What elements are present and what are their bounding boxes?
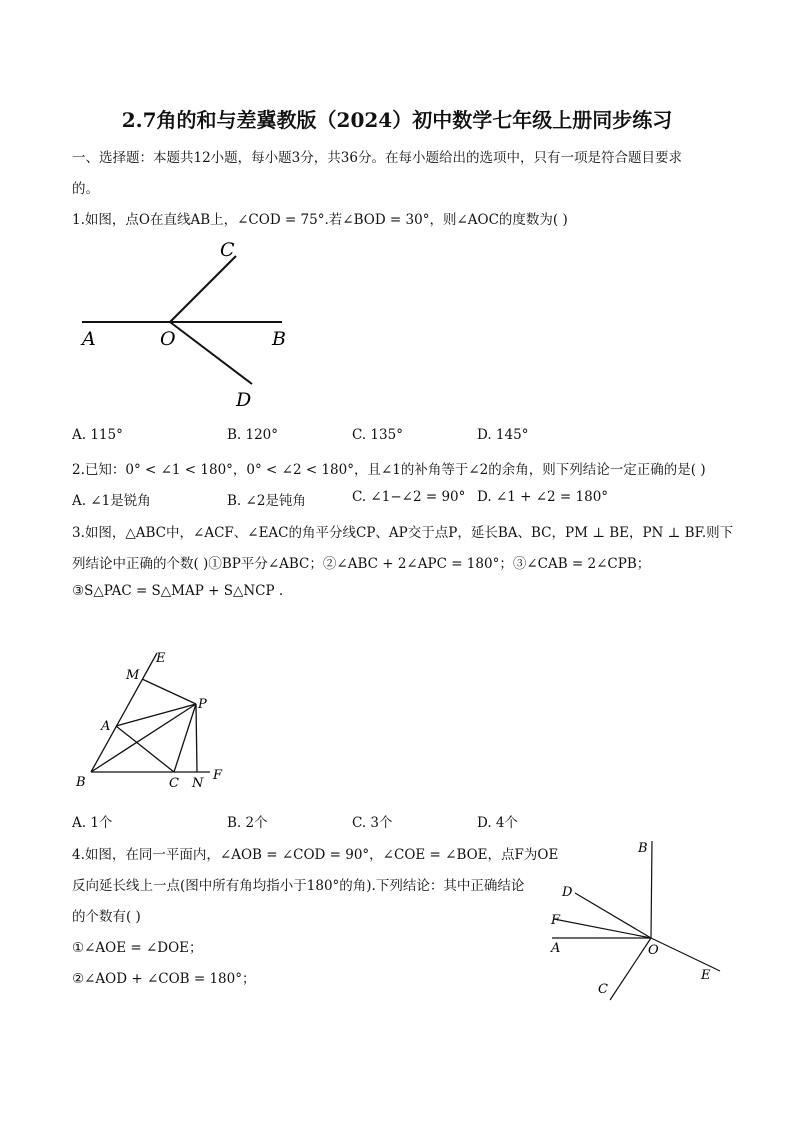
section-instructions-cont: 的。 [72, 181, 99, 197]
point-e-label: E [701, 968, 711, 983]
q2-option-b[interactable]: B. ∠2是钝角 [227, 493, 306, 509]
q1-option-d[interactable]: D. 145° [477, 427, 529, 443]
q3-option-d[interactable]: D. 4个 [477, 815, 519, 831]
point-c-label: C [169, 776, 179, 791]
q3-text: 3.如图，△ABC中，∠ACF、∠EAC的角平分线CP、AP交于点P，延长BA、BC，PM ⊥ BE，PN ⊥ BF.则下 [72, 525, 734, 541]
q3-text-cont2: ③S△PAC = S△MAP + S△NCP . [72, 583, 284, 599]
q2-option-c[interactable]: C. ∠1−∠2 = 90° [352, 489, 466, 505]
point-e-label: E [156, 651, 166, 666]
q4-statement-2: ②∠AOD + ∠COB = 180°； [72, 971, 256, 987]
point-b-label: B [638, 841, 648, 856]
q3-text-cont: 列结论中正确的个数( )①BP平分∠ABC；②∠ABC + 2∠APC = 180°；③∠CAB = 2∠CPB； [72, 556, 651, 572]
q3-figure [70, 645, 230, 795]
q2-option-a[interactable]: A. ∠1是锐角 [72, 493, 151, 509]
q4-text-cont: 反向延长线上一点(图中所有角均指小于180°的角).下列结论：其中正确结论 [72, 878, 525, 894]
q1-option-a[interactable]: A. 115° [72, 427, 123, 443]
q3-option-a[interactable]: A. 1个 [72, 815, 113, 831]
q3-option-b[interactable]: B. 2个 [227, 815, 268, 831]
point-c-label: C [598, 982, 608, 997]
point-o-label: O [160, 328, 176, 350]
q4-text-cont2: 的个数有( ) [72, 909, 141, 925]
point-a-label: A [82, 328, 96, 350]
section-instructions: 一、选择题：本题共12小题，每小题3分，共36分。在每小题给出的选项中，只有一项是符合题目要求 [72, 150, 682, 166]
q1-text: 1.如图，点O在直线AB上，∠COD = 75°.若∠BOD = 30°，则∠AOC的度数为( ) [72, 212, 568, 228]
point-f-label: F [213, 768, 223, 783]
point-n-label: N [192, 776, 204, 791]
q4-statement-1: ①∠AOE = ∠DOE； [72, 940, 203, 956]
q1-figure [70, 232, 310, 412]
point-m-label: M [126, 668, 140, 683]
q2-option-d[interactable]: D. ∠1 + ∠2 = 180° [477, 489, 609, 505]
q4-text: 4.如图，在同一平面内，∠AOB = ∠COD = 90°，∠COE = ∠BOE，点F为OE [72, 847, 559, 863]
point-d-label: D [236, 389, 252, 411]
point-f-label: F [551, 913, 561, 928]
point-b-label: B [76, 775, 86, 790]
q4-figure [540, 835, 730, 1005]
point-a-label: A [101, 719, 111, 734]
q2-text: 2.已知：0° < ∠1 < 180°，0° < ∠2 < 180°，且∠1的补角等于∠2的余角，则下列结论一定正确的是( ) [72, 462, 706, 478]
page-title: 2.7角的和与差冀教版（2024）初中数学七年级上册同步练习 [121, 108, 673, 132]
point-b-label: B [272, 328, 286, 350]
q1-option-c[interactable]: C. 135° [352, 427, 403, 443]
q3-option-c[interactable]: C. 3个 [352, 815, 393, 831]
point-d-label: D [562, 885, 573, 900]
point-p-label: P [198, 697, 207, 712]
point-o-label: O [648, 943, 659, 958]
point-a-label: A [551, 941, 561, 956]
point-c-label: C [220, 239, 235, 261]
q1-option-b[interactable]: B. 120° [227, 427, 279, 443]
